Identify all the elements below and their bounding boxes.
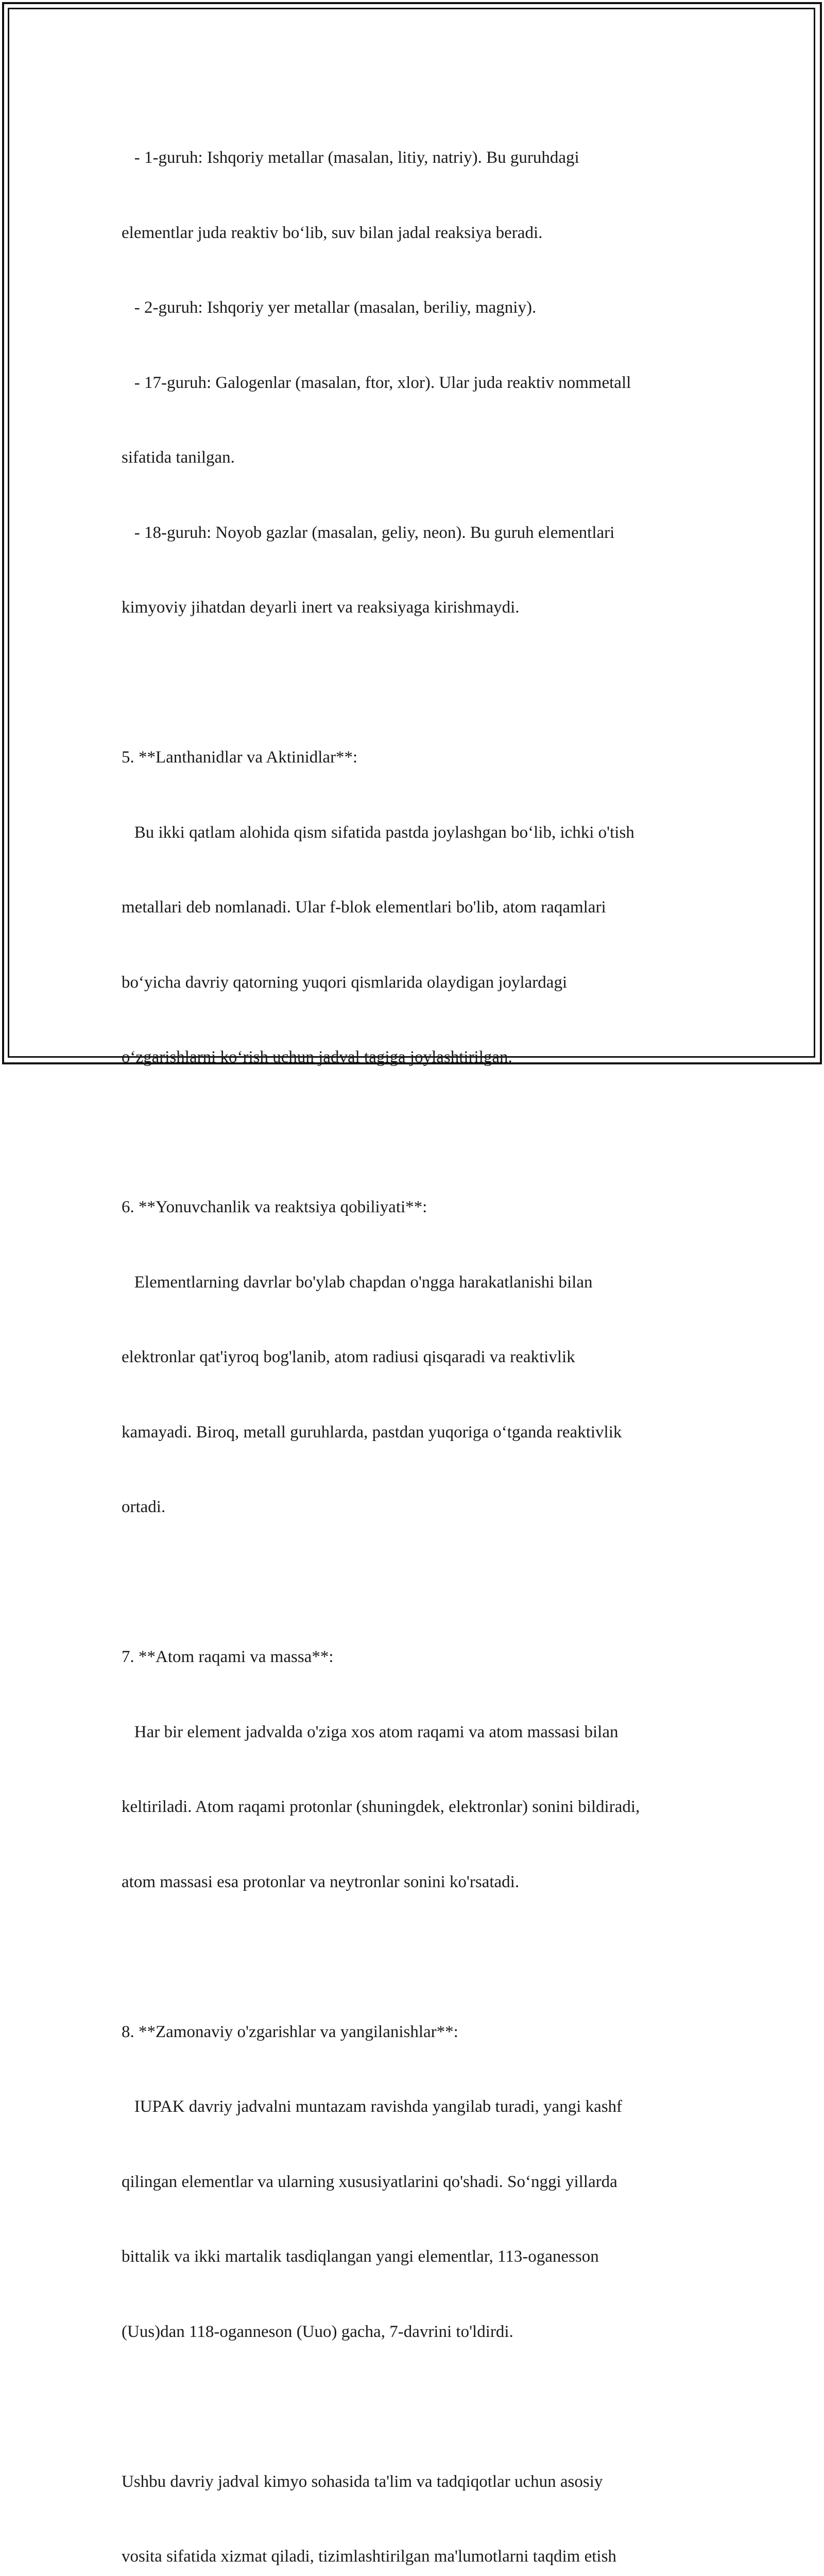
text-line: elementlar juda reaktiv bo‘lib, suv bilan jadal reaksiya beradi. bbox=[122, 223, 543, 242]
text-line: vosita sifatida xizmat qiladi, tizimlashtirilgan ma'lumotlarni taqdim etish bbox=[122, 2547, 616, 2566]
text-line: metallari deb nomlanadi. Ular f-blok elementlari bo'lib, atom raqamlari bbox=[122, 898, 606, 917]
blank-line bbox=[122, 1944, 714, 1970]
text-line: bittalik va ikki martalik tasdiqlangan yangi elementlar, 113-oganesson bbox=[122, 2247, 599, 2266]
blank-line bbox=[122, 2394, 714, 2419]
text-line: keltiriladi. Atom raqami protonlar (shuningdek, elektronlar) sonini bildiradi, bbox=[122, 1798, 640, 1816]
text-line: bo‘yicha davriy qatorning yuqori qismlarida olaydigan joylardagi bbox=[122, 973, 568, 992]
section-heading: 5. **Lanthanidlar va Aktinidlar**: bbox=[122, 748, 358, 767]
section-heading: 8. **Zamonaviy o'zgarishlar va yangilanishlar**: bbox=[122, 2022, 458, 2041]
blank-line bbox=[122, 670, 714, 696]
text-line: Har bir element jadvalda o'ziga xos atom raqami va atom massasi bilan bbox=[122, 1722, 619, 1741]
blank-line bbox=[122, 1120, 714, 1145]
text-line: sifatida tanilgan. bbox=[122, 448, 235, 467]
text-line: Bu ikki qatlam alohida qism sifatida pastda joylashgan bo‘lib, ichki o'tish bbox=[122, 823, 634, 842]
section-heading: 7. **Atom raqami va massa**: bbox=[122, 1648, 334, 1666]
text-line: kimyoviy jihatdan deyarli inert va reaksiyaga kirishmaydi. bbox=[122, 598, 520, 617]
text-line: - 18-guruh: Noyob gazlar (masalan, geliy, neon). Bu guruh elementlari bbox=[122, 523, 615, 542]
text-line: o‘zgarishlarni ko‘rish uchun jadval tagiga joylashtirilgan. bbox=[122, 1048, 512, 1066]
text-line: - 1-guruh: Ishqoriy metallar (masalan, litiy, natriy). Bu guruhdagi bbox=[122, 148, 579, 167]
text-line: Ushbu davriy jadval kimyo sohasida ta'lim va tadqiqotlar uchun asosiy bbox=[122, 2472, 603, 2491]
text-line: elektronlar qat'iyroq bog'lanib, atom radiusi qisqaradi va reaktivlik bbox=[122, 1348, 575, 1366]
text-line: - 2-guruh: Ishqoriy yer metallar (masalan, beriliy, magniy). bbox=[122, 298, 537, 317]
text-line: kamayadi. Biroq, metall guruhlarda, pastdan yuqoriga o‘tganda reaktivlik bbox=[122, 1422, 622, 1442]
text-line: qilingan elementlar va ularning xususiyatlarini qo'shadi. So‘nggi yillarda bbox=[122, 2172, 617, 2191]
section-heading: 6. **Yonuvchanlik va reaktsiya qobiliyati**: bbox=[122, 1198, 427, 1216]
text-line: (Uus)dan 118-oganneson (Uuo) gacha, 7-davrini to'ldirdi. bbox=[122, 2322, 513, 2341]
text-line: IUPAK davriy jadvalni muntazam ravishda yangilab turadi, yangi kashf bbox=[122, 2097, 623, 2116]
text-line: ortadi. bbox=[122, 1498, 166, 1516]
text-line: - 17-guruh: Galogenlar (masalan, ftor, xlor). Ular juda reaktiv nommetall bbox=[122, 373, 631, 392]
text-line: atom massasi esa protonlar va neytronlar sonini ko'rsatadi. bbox=[122, 1872, 520, 1891]
document-body bbox=[122, 95, 714, 2576]
text-line: Elementlarning davrlar bo'ylab chapdan o'ngga harakatlanishi bilan bbox=[122, 1273, 593, 1292]
blank-line bbox=[122, 1570, 714, 1595]
